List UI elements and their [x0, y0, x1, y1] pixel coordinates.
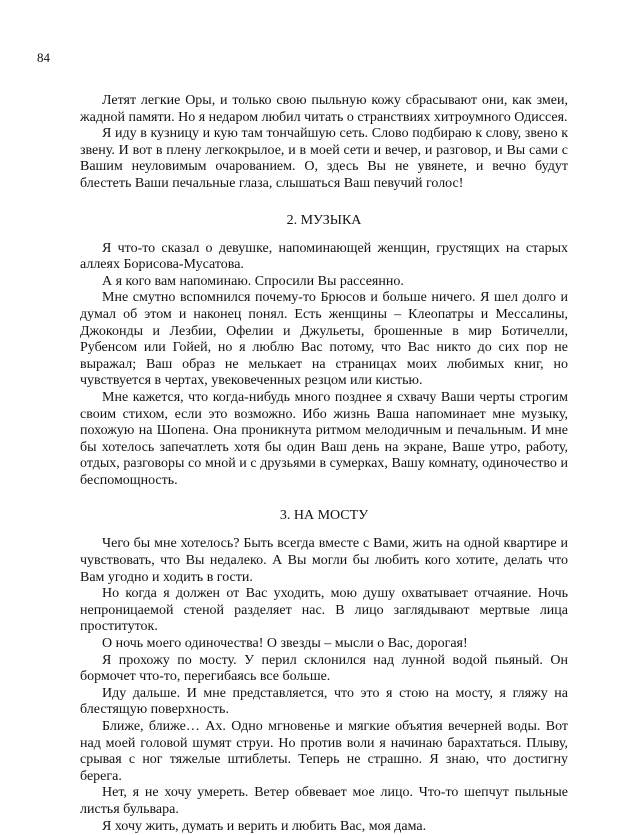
paragraph: Летят легкие Оры, и только свою пыльную кожу сбрасывают они, как змеи, жадной памяти. Но я недаром любил читать о странствиях хитроумного Одиссея. — [80, 93, 568, 125]
section-title-music: 2. МУЗЫКА — [286, 212, 362, 228]
paragraph: Мне смутно вспомнился почему-то Брюсов и больше ничего. Я шел долго и думал об этом и наконец понял. Есть женщины – Клеопатры и Мессалины, Джоконды и Лезбии, Офелии и Джульеты, брошенные в мир Ботичелли, Рубенсом или Гойей, но я люблю Вас потому, что Вас никто до сих пор не выражал; Ваш образ не мелькает на страницах моих любимых книг, но чувствуется в чертах, увековеченных резцом или кистью. — [80, 290, 568, 389]
paragraph: Нет, я не хочу умереть. Ветер обвевает мое лицо. Что-то шепчут пыльные листья бульвара. — [80, 785, 568, 817]
paragraph: Чего бы мне хотелось? Быть всегда вместе с Вами, жить на одной квартире и чувствовать, что Вы недалеко. А Вы могли бы любить кого хотите, делать что Вам угодно и ходить в гости. — [80, 536, 568, 585]
paragraph: Мне кажется, что когда-нибудь много позднее я схвачу Ваши черты строгим своим стихом, если это возможно. Ибо жизнь Ваша напоминает мне музыку, похожую на Шопена. Она проникнута ритмом мелодичным и печальным. И мне бы хотелось запечатлеть хотя бы один Ваш день на экране, Ваше утро, работу, отдых, разговоры со мной и с друзьями в сумерках, Вашу комнату, одиночество и беспомощность. — [80, 389, 568, 488]
paragraph: Ближе, ближе… Ах. Одно мгновенье и мягкие объятия вечерней воды. Вот над моей головой шумят струи. Но против воли я начинаю барахтаться. Плыву, срывая с ног тяжелые штиблеты. Теперь не страшно. Я знаю, что достигну берега. — [80, 719, 568, 784]
page-body — [80, 93, 568, 835]
paragraph: Я иду в кузницу и кую там тончайшую сеть. Слово подбираю к слову, звено к звену. И вот в плену легкокрылое, и в моей сети и вечер, и разговор, и Вы сами с Вашим неуловимым очарованием. О, здесь Вы не увянете, и вечно будут блестеть Ваши печальные глаза, слышаться Ваш певучий голос! — [80, 126, 568, 191]
paragraph: Но когда я должен от Вас уходить, мою душу охватывает отчаяние. Ночь непроницаемой стеной разделяет нас. В лицо заглядывают мертвые лица проституток. — [80, 586, 568, 635]
paragraph: А я кого вам напоминаю. Спросили Вы рассеянно. — [102, 273, 404, 289]
paragraph: Я хочу жить, думать и верить и любить Вас, моя дама. — [102, 818, 427, 834]
paragraph: О ночь моего одиночества! О звезды – мысли о Вас, дорогая! — [102, 636, 468, 652]
paragraph: Я прохожу по мосту. У перил склонился над лунной водой пьяный. Он бормочет что-то, перегибаясь все больше. — [80, 652, 568, 685]
intro-text — [80, 93, 568, 193]
section-title-on-the-bridge: 3. НА МОСТУ — [279, 508, 369, 524]
paragraph: Иду дальше. И мне представляется, что это я стою на мосту, я гляжу на блестящую поверхность. — [80, 685, 568, 718]
page-number: 84 — [37, 50, 50, 65]
section-music — [80, 241, 568, 490]
section-on-the-bridge — [80, 536, 568, 835]
paragraph: Я что-то сказал о девушке, напоминающей женщин, грустящих на старых аллеях Борисова-Мусатова. — [80, 240, 568, 273]
